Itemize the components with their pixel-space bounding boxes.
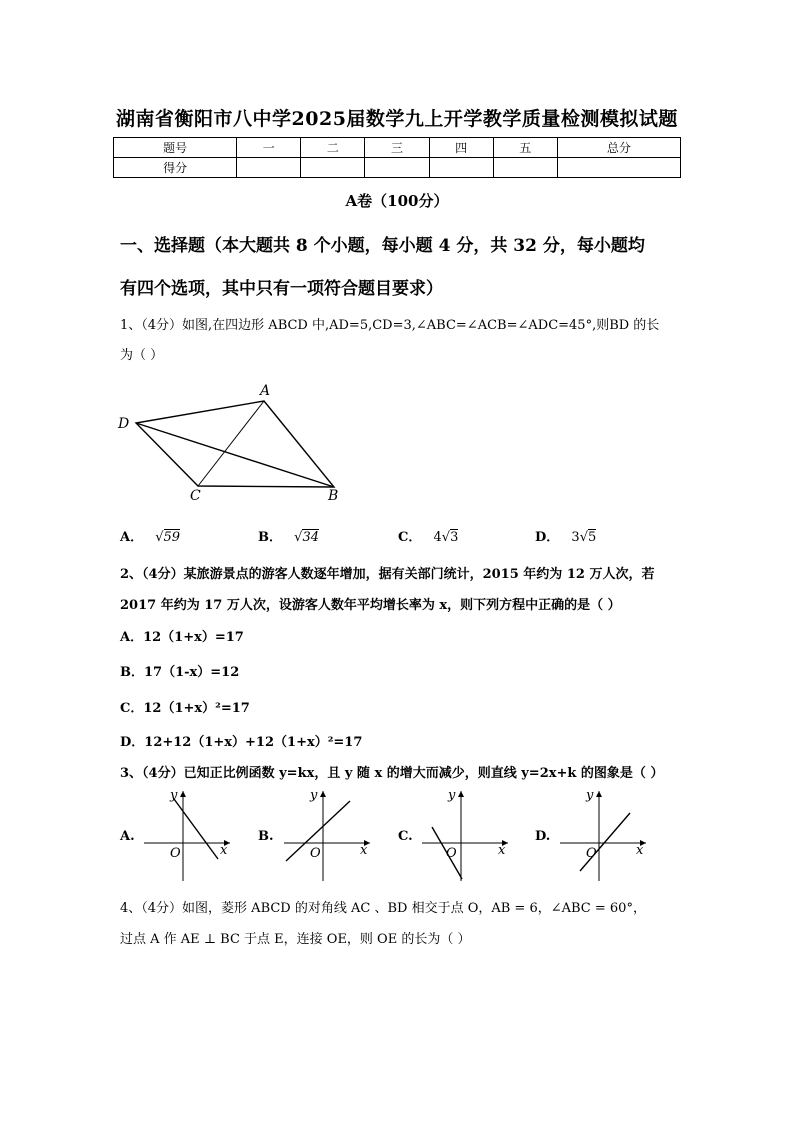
diagonal-ac: [198, 401, 264, 486]
label-a: A: [260, 383, 271, 399]
volume-heading: A卷（100分）: [345, 192, 449, 210]
score-cell: 五: [493, 138, 557, 158]
q4-stem-line1: 4、（4分）如图，菱形 ABCD 的对角线 AC 、BD 相交于点 O，AB = 6，∠ABC = 60°，: [120, 901, 646, 916]
axis-y-label: y: [170, 788, 178, 803]
score-input-cell[interactable]: [493, 158, 557, 178]
q2-option-c[interactable]: C．12（1+x）²=17: [120, 701, 250, 716]
q3-option-d-label[interactable]: D.: [535, 829, 551, 844]
q2-option-b[interactable]: B．17（1-x）=12: [120, 665, 240, 680]
graph-line: [580, 813, 630, 871]
score-input-cell[interactable]: [557, 158, 680, 178]
coefficient: 3: [571, 530, 580, 545]
q2-stem-line2: 2017 年约为 17 万人次，设游客人数年平均增长率为 x，则下列方程中正确的是（ ）: [120, 598, 621, 613]
sqrt-icon: √: [579, 530, 588, 545]
option-letter: A．: [120, 530, 144, 545]
score-table-header-row: [114, 138, 681, 158]
axis-x-label: x: [360, 843, 368, 858]
radicand: 5: [588, 530, 597, 545]
diagonal-bd: [136, 423, 334, 487]
score-cell: 总分: [557, 138, 680, 158]
score-table-score-row: [114, 158, 681, 178]
q3-graph-c: [418, 787, 513, 882]
q3-graph-d: [556, 787, 651, 882]
q1-option-d[interactable]: [535, 526, 596, 545]
q1-stem-line2: 为（ ）: [120, 348, 164, 363]
score-table: [113, 137, 681, 178]
section-heading-line1: 一、选择题（本大题共 8 个小题，每小题 4 分，共 32 分，每小题均: [120, 236, 645, 256]
q3-graph-a: [140, 787, 235, 882]
radicand: 3: [450, 530, 459, 545]
option-letter: B．: [258, 530, 282, 545]
q3-stem: 3、（4分）已知正比例函数 y=kx，且 y 随 x 的增大而减少，则直线 y=2x+k 的图象是（ ）: [120, 766, 664, 781]
axis-x-label: x: [498, 843, 506, 858]
score-input-cell[interactable]: [237, 158, 301, 178]
radicand: 59: [163, 530, 181, 545]
axis-y-label: y: [586, 788, 594, 803]
q2-option-d[interactable]: D．12+12（1+x）+12（1+x）²=17: [120, 735, 363, 750]
score-input-cell[interactable]: [429, 158, 493, 178]
q3-graph-b: [280, 787, 375, 882]
score-cell: 三: [365, 138, 429, 158]
q1-quadrilateral-figure: [110, 378, 350, 506]
score-cell: 一: [237, 138, 301, 158]
origin-label: O: [170, 846, 181, 861]
section-heading-line2: 有四个选项，其中只有一项符合题目要求）: [120, 279, 443, 299]
label-c: C: [190, 488, 201, 504]
score-cell: 四: [429, 138, 493, 158]
axis-x-label: x: [220, 843, 228, 858]
option-letter: D．: [535, 530, 560, 545]
axis-y-label: y: [448, 788, 456, 803]
score-row-label: 得分: [114, 158, 237, 178]
option-letter: C．: [398, 530, 422, 545]
score-input-cell[interactable]: [365, 158, 429, 178]
exam-title: 湖南省衡阳市八中学2025届数学九上开学教学质量检测模拟试题: [116, 108, 678, 130]
label-b: B: [328, 488, 339, 504]
quad-outline: [136, 401, 334, 487]
q3-option-b-label[interactable]: B.: [258, 829, 274, 844]
coefficient: 4: [433, 530, 442, 545]
q2-stem-line1: 2、（4分）某旅游景点的游客人数逐年增加，据有关部门统计，2015 年约为 12 万人次，若: [120, 567, 655, 582]
q1-stem-line1: 1、（4分）如图,在四边形 ABCD 中,AD=5,CD=3,∠ABC=∠ACB=∠ADC=45°,则BD 的长: [120, 318, 660, 333]
q3-option-c-label[interactable]: C.: [398, 829, 413, 844]
q1-option-a[interactable]: [120, 526, 180, 545]
sqrt-icon: √: [155, 530, 164, 545]
score-cell: 题号: [114, 138, 237, 158]
sqrt-icon: √: [441, 530, 451, 545]
score-input-cell[interactable]: [301, 158, 365, 178]
origin-label: O: [310, 846, 321, 861]
q2-option-a[interactable]: A．12（1+x）=17: [120, 630, 244, 645]
score-cell: 二: [301, 138, 365, 158]
origin-label: O: [586, 846, 597, 861]
sqrt-icon: √: [294, 530, 303, 545]
q1-option-c[interactable]: [398, 526, 458, 545]
q3-option-a-label[interactable]: A.: [120, 829, 135, 844]
axis-x-label: x: [636, 843, 644, 858]
q4-stem-line2: 过点 A 作 AE ⊥ BC 于点 E，连接 OE，则 OE 的长为（ ）: [120, 932, 471, 947]
axis-y-label: y: [310, 788, 318, 803]
q1-option-b[interactable]: [258, 526, 319, 545]
label-d: D: [118, 416, 130, 432]
radicand: 34: [302, 530, 319, 545]
origin-label: O: [446, 846, 457, 861]
